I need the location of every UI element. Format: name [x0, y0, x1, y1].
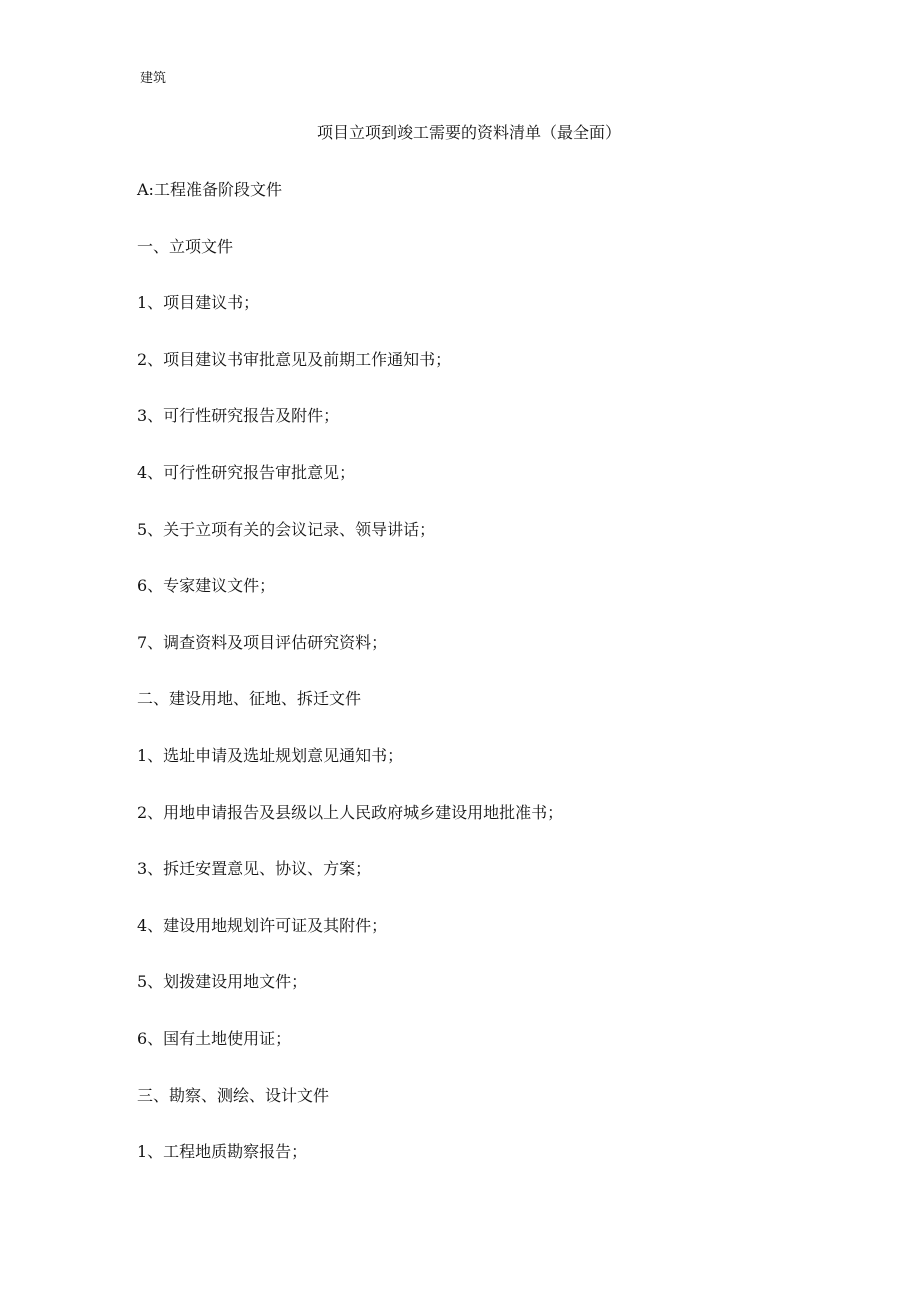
subsection-heading-1: 一、立项文件 — [137, 236, 234, 256]
document-body — [137, 180, 857, 1199]
list-item: 4、建设用地规划许可证及其附件； — [137, 915, 388, 935]
list-item: 6、专家建议文件； — [137, 576, 276, 596]
list-item: 5、划拨建设用地文件； — [137, 972, 308, 992]
list-item: 2、项目建议书审批意见及前期工作通知书； — [137, 349, 452, 369]
list-item: 3、可行性研究报告及附件； — [137, 406, 340, 426]
subsection-heading-2: 二、建设用地、征地、拆迁文件 — [137, 689, 362, 709]
list-item: 2、用地申请报告及县级以上人民政府城乡建设用地批准书； — [137, 802, 564, 822]
subsection-heading-3: 三、勘察、测绘、设计文件 — [137, 1085, 330, 1105]
header-tag: 建筑 — [140, 71, 167, 86]
page-title: 项目立项到竣工需要的资料清单（最全面） — [316, 123, 621, 142]
list-item: 5、关于立项有关的会议记录、领导讲话； — [137, 519, 436, 539]
section-heading-a: A:工程准备阶段文件 — [137, 180, 282, 199]
list-item: 4、可行性研究报告审批意见； — [137, 462, 356, 482]
list-item: 1、工程地质勘察报告； — [137, 1142, 308, 1162]
list-item: 6、国有土地使用证； — [137, 1028, 292, 1048]
list-item: 1、选址申请及选址规划意见通知书； — [137, 745, 404, 765]
list-item: 3、拆迁安置意见、协议、方案； — [137, 859, 372, 879]
list-item: 1、项目建议书； — [137, 293, 260, 313]
list-item: 7、调查资料及项目评估研究资料； — [137, 632, 388, 652]
